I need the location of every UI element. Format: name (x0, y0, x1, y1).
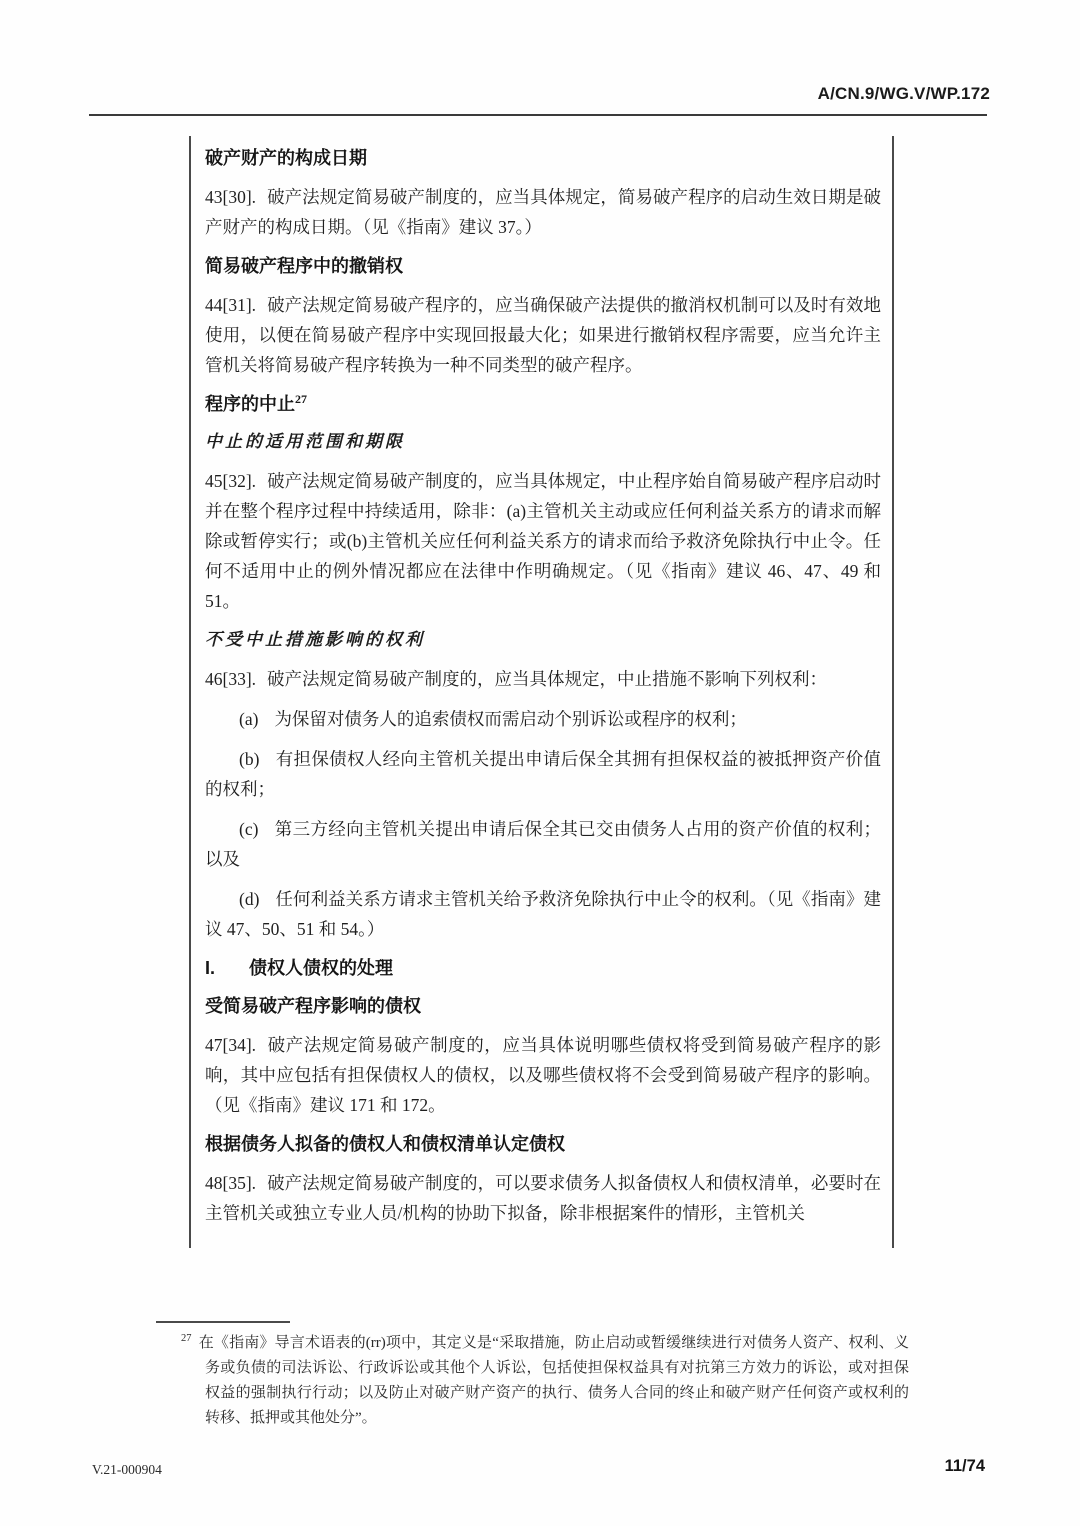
list-item-text: 任何利益关系方请求主管机关给予救济免除执行中止令的权利。（见《指南》建议 47、50、51 和 54。） (205, 889, 881, 939)
paragraph-text: 破产法规定简易破产制度的，应当具体规定，中止措施不影响下列权利： (267, 669, 828, 689)
paragraph-text: 破产法规定简易破产制度的，应当具体规定，简易破产程序的启动生效日期是破产财产的构成日期。（见《指南》建议 37。） (205, 187, 881, 237)
paragraph-text: 破产法规定简易破产程序的，应当确保破产法提供的撤消权机制可以及时有效地使用，以便在简易破产程序中实现回报最大化；如果进行撤销权程序需要，应当允许主管机关将简易破产程序转换为一种不同类型的破产程序。 (205, 295, 881, 375)
list-marker: (c) (239, 819, 259, 839)
content-left-border (189, 136, 191, 1248)
paragraph (205, 290, 881, 380)
paragraph-number: 47[34]. (205, 1035, 257, 1055)
paragraph-text: 破产法规定简易破产制度的，可以要求债务人拟备债权人和债权清单，必要时在主管机关或独立专业人员/机构的协助下拟备，除非根据案件的情形，主管机关 (205, 1173, 881, 1223)
list-marker: (d) (239, 889, 260, 909)
heading-text: 程序的中止 (205, 394, 295, 414)
page-number: 11/74 (944, 1457, 985, 1475)
bold-heading: 破产财产的构成日期 (205, 148, 367, 168)
bold-heading (205, 390, 881, 418)
bold-heading: 简易破产程序中的撤销权 (205, 256, 403, 276)
paragraph-number: 45[32]. (205, 471, 257, 491)
section-title: 债权人债权的处理 (249, 958, 393, 978)
list-item-text: 为保留对债务人的追索债权而需启动个别诉讼或程序的权利； (274, 709, 747, 729)
header-divider (89, 114, 987, 116)
italic-heading: 中止的适用范围和期限 (205, 432, 405, 451)
italic-heading: 不受中止措施影响的权利 (205, 630, 425, 649)
section-heading (205, 954, 881, 982)
paragraph-number: 43[30]. (205, 187, 257, 207)
footnote-divider (156, 1321, 290, 1323)
list-marker: (b) (239, 749, 260, 769)
document-symbol: A/CN.9/WG.V/WP.172 (817, 84, 990, 103)
footnote-marker: 27 (181, 1333, 192, 1344)
paragraph (205, 1168, 881, 1228)
paragraph (205, 182, 881, 242)
list-item-text: 第三方经向主管机关提出申请后保全其已交由债务人占用的资产价值的权利；以及 (205, 819, 881, 869)
paragraph (205, 664, 881, 694)
paragraph-number: 44[31]. (205, 295, 257, 315)
content-right-border (892, 136, 894, 1248)
list-item (205, 884, 881, 944)
paragraph-text: 破产法规定简易破产制度的，应当具体规定，中止程序始自简易破产程序启动时并在整个程序过程中持续适用，除非：(a)主管机关主动或应任何利益关系方的请求而解除或暂停实行；或(b)主管机关应任何利益关系方的请求而给予救济免除执行中止令。任何不适用中止的例外情况都应在法律中作明确规定。（见《指南》建议 46、47、49 和 51。 (205, 471, 881, 611)
paragraph-number: 48[35]. (205, 1173, 257, 1193)
paragraph-text: 破产法规定简易破产制度的，应当具体说明哪些债权将受到简易破产程序的影响，其中应包括有担保债权人的债权，以及哪些债权将不会受到简易破产程序的影响。（见《指南》建议 171 和 172。 (205, 1035, 881, 1115)
paragraph-number: 46[33]. (205, 669, 257, 689)
bold-heading: 受简易破产程序影响的债权 (205, 996, 421, 1016)
footnote-ref: 27 (295, 392, 307, 406)
document-body (205, 142, 881, 1238)
footnote (181, 1331, 909, 1431)
list-item (205, 814, 881, 874)
list-item (205, 744, 881, 804)
section-number: I. (205, 958, 216, 978)
paragraph (205, 1030, 881, 1120)
bold-heading: 根据债务人拟备的债权人和债权清单认定债权 (205, 1134, 565, 1154)
list-marker: (a) (239, 709, 259, 729)
job-number: V.21-000904 (92, 1462, 162, 1477)
list-item (205, 704, 881, 734)
paragraph (205, 466, 881, 616)
footnote-text: 在《指南》导言术语表的(rr)项中，其定义是“采取措施，防止启动或暂缓继续进行对债务人资产、权利、义务或负债的司法诉讼、行政诉讼或其他个人诉讼，包括使担保权益具有对抗第三方效力的诉讼，或对担保权益的强制执行行动；以及防止对破产财产资产的执行、债务人合同的终止和破产财产任何资产或权利的转移、抵押或其他处分”。 (198, 1335, 909, 1426)
list-item-text: 有担保债权人经向主管机关提出申请后保全其拥有担保权益的被抵押资产价值的权利； (205, 749, 881, 799)
